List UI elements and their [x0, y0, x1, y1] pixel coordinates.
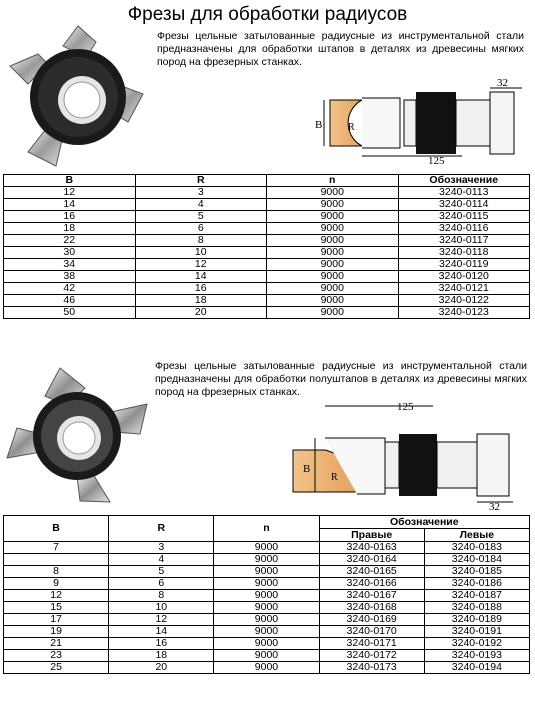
t2-cell: 3240-0192 [424, 638, 529, 650]
t1-cell: 12 [4, 187, 136, 199]
section1-description: Фрезы цельные затылованные радиусные из инструментальной стали предназначены для обработки штапов в деталях из древесины мягких пород на фрезерных станках. [157, 30, 524, 68]
t2-cell: 3 [109, 542, 214, 554]
t1-cell: 3240-0114 [398, 199, 530, 211]
t1-cell: 3240-0113 [398, 187, 530, 199]
t1-cell: 9000 [267, 283, 399, 295]
t2-cell: 3240-0169 [319, 614, 424, 626]
table-row [4, 566, 530, 578]
t2-cell: 9000 [214, 662, 319, 674]
table-row [4, 638, 530, 650]
t2-cell: 3240-0164 [319, 554, 424, 566]
table-row [4, 283, 530, 295]
t1-cell: 3240-0118 [398, 247, 530, 259]
t2-cell: 23 [4, 650, 109, 662]
t2-cell: 14 [109, 626, 214, 638]
t2-cell: 3240-0167 [319, 590, 424, 602]
section2-description: Фрезы цельные затылованные радиусные из инструментальной стали предназначены для обработки полуштапов в деталях из древесины мягких пород на фрезерных станках. [155, 360, 527, 398]
t1-header-b: B [4, 175, 136, 187]
table-row [4, 307, 530, 319]
t2-cell: 3240-0165 [319, 566, 424, 578]
t1-cell: 3240-0117 [398, 235, 530, 247]
t2-cell: 21 [4, 638, 109, 650]
t2-cell: 3240-0172 [319, 650, 424, 662]
t2-cell: 18 [109, 650, 214, 662]
table-row [4, 590, 530, 602]
diagram2-dim-top: 125 [397, 401, 414, 413]
spec-table-1 [3, 174, 530, 319]
t1-cell: 5 [135, 211, 267, 223]
t2-header-code: Обозначение [319, 516, 529, 529]
t1-cell: 46 [4, 295, 136, 307]
t2-cell [4, 554, 109, 566]
t1-header-r: R [135, 175, 267, 187]
t2-cell: 9000 [214, 554, 319, 566]
t1-header-n: n [267, 175, 399, 187]
diagram2-label-b: B [303, 463, 311, 475]
t1-cell: 9000 [267, 235, 399, 247]
t2-cell: 9000 [214, 566, 319, 578]
t1-cell: 20 [135, 307, 267, 319]
t1-cell: 9000 [267, 295, 399, 307]
t1-cell: 16 [4, 211, 136, 223]
table-row [4, 614, 530, 626]
t1-cell: 9000 [267, 307, 399, 319]
table-row [4, 602, 530, 614]
t1-cell: 9000 [267, 247, 399, 259]
t2-cell: 10 [109, 602, 214, 614]
t2-cell: 25 [4, 662, 109, 674]
t1-cell: 8 [135, 235, 267, 247]
t2-cell: 8 [109, 590, 214, 602]
t2-cell: 15 [4, 602, 109, 614]
t2-cell: 3240-0168 [319, 602, 424, 614]
diagram1-dim-top: 32 [497, 78, 508, 89]
t1-cell: 3240-0115 [398, 211, 530, 223]
diagram1-label-r: R [348, 122, 355, 133]
t2-header-n: n [214, 516, 319, 542]
t2-cell: 9000 [214, 542, 319, 554]
profile-diagram-2 [285, 398, 525, 510]
t2-cell: 5 [109, 566, 214, 578]
t2-cell: 12 [109, 614, 214, 626]
table-row [4, 542, 530, 554]
t2-cell: 3240-0187 [424, 590, 529, 602]
table-row [4, 554, 530, 566]
t1-cell: 9000 [267, 259, 399, 271]
t1-cell: 16 [135, 283, 267, 295]
t2-cell: 3240-0163 [319, 542, 424, 554]
table-row [4, 259, 530, 271]
t1-cell: 38 [4, 271, 136, 283]
t2-cell: 9000 [214, 602, 319, 614]
t2-subheader-right: Правые [319, 529, 424, 542]
t2-cell: 16 [109, 638, 214, 650]
t2-cell: 3240-0193 [424, 650, 529, 662]
t2-cell: 8 [4, 566, 109, 578]
t1-cell: 9000 [267, 199, 399, 211]
t1-cell: 18 [4, 223, 136, 235]
table-row [4, 211, 530, 223]
t1-cell: 14 [4, 199, 136, 211]
t2-cell: 9000 [214, 650, 319, 662]
t2-cell: 9 [4, 578, 109, 590]
t1-cell: 3240-0122 [398, 295, 530, 307]
t1-cell: 3240-0119 [398, 259, 530, 271]
t2-cell: 7 [4, 542, 109, 554]
t2-cell: 3240-0170 [319, 626, 424, 638]
t2-cell: 19 [4, 626, 109, 638]
t2-cell: 3240-0194 [424, 662, 529, 674]
t2-cell: 3240-0183 [424, 542, 529, 554]
table-row [4, 271, 530, 283]
t1-cell: 34 [4, 259, 136, 271]
t2-header-r: R [109, 516, 214, 542]
t2-cell: 3240-0189 [424, 614, 529, 626]
profile-diagram-1 [312, 78, 527, 168]
t1-cell: 3 [135, 187, 267, 199]
t1-cell: 42 [4, 283, 136, 295]
table-row [4, 199, 530, 211]
diagram1-label-b: B [315, 119, 323, 131]
t1-cell: 4 [135, 199, 267, 211]
t2-header-b: B [4, 516, 109, 542]
t1-cell: 9000 [267, 211, 399, 223]
t2-cell: 3240-0185 [424, 566, 529, 578]
t2-cell: 17 [4, 614, 109, 626]
t2-cell: 9000 [214, 638, 319, 650]
table-row [4, 578, 530, 590]
diagram2-label-r: R [331, 472, 338, 483]
t1-header-code: Обозначение [398, 175, 530, 187]
t2-cell: 9000 [214, 578, 319, 590]
t2-cell: 20 [109, 662, 214, 674]
t1-cell: 14 [135, 271, 267, 283]
t1-cell: 3240-0116 [398, 223, 530, 235]
t1-cell: 3240-0120 [398, 271, 530, 283]
t1-cell: 50 [4, 307, 136, 319]
t2-cell: 6 [109, 578, 214, 590]
t2-cell: 9000 [214, 626, 319, 638]
t1-cell: 12 [135, 259, 267, 271]
t2-subheader-left: Левые [424, 529, 529, 542]
table-row [4, 247, 530, 259]
diagram1-dim-bottom: 125 [428, 155, 445, 167]
t1-cell: 9000 [267, 271, 399, 283]
table-row [4, 650, 530, 662]
t2-cell: 12 [4, 590, 109, 602]
t1-cell: 18 [135, 295, 267, 307]
t1-cell: 9000 [267, 187, 399, 199]
t1-cell: 3240-0121 [398, 283, 530, 295]
cutter-photo-1 [8, 24, 148, 169]
t1-cell: 3240-0123 [398, 307, 530, 319]
t2-cell: 3240-0171 [319, 638, 424, 650]
t2-cell: 3240-0186 [424, 578, 529, 590]
t1-cell: 30 [4, 247, 136, 259]
table-row [4, 235, 530, 247]
t2-cell: 9000 [214, 590, 319, 602]
t2-cell: 3240-0184 [424, 554, 529, 566]
table-row [4, 187, 530, 199]
spec-table-2 [3, 515, 530, 674]
table-row [4, 626, 530, 638]
t1-cell: 10 [135, 247, 267, 259]
cutter-photo-2 [5, 366, 150, 506]
t2-cell: 3240-0166 [319, 578, 424, 590]
t2-cell: 4 [109, 554, 214, 566]
table-row [4, 223, 530, 235]
t1-cell: 22 [4, 235, 136, 247]
t2-cell: 3240-0188 [424, 602, 529, 614]
t2-cell: 3240-0173 [319, 662, 424, 674]
t2-cell: 9000 [214, 614, 319, 626]
page-title: Фрезы для обработки радиусов [127, 4, 408, 25]
t2-cell: 3240-0191 [424, 626, 529, 638]
t1-cell: 6 [135, 223, 267, 235]
t1-cell: 9000 [267, 223, 399, 235]
table-row [4, 295, 530, 307]
table-row [4, 662, 530, 674]
diagram2-dim-bottom: 32 [489, 501, 500, 510]
